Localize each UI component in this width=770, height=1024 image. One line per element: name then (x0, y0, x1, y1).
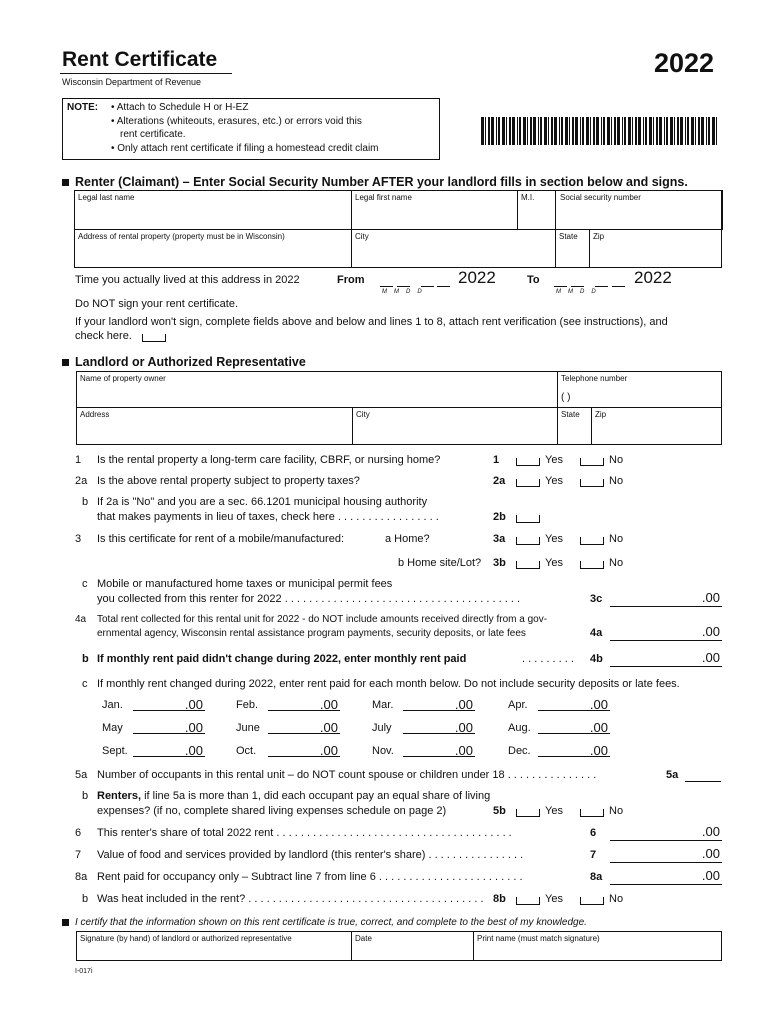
tax-year: 2022 (654, 48, 715, 78)
telephone-field[interactable]: Telephone number (561, 374, 628, 383)
month-label: Oct. (236, 745, 257, 757)
title-underline (60, 73, 232, 74)
line-6-number: 6 (75, 827, 82, 839)
line-4a-amount[interactable]: .00 (610, 624, 722, 641)
line-8b-yes-checkbox[interactable] (516, 897, 540, 905)
line-5b-number: b (82, 790, 89, 802)
landlord-address-field[interactable]: Address (80, 410, 110, 419)
no-label: No (609, 557, 624, 569)
line-5a-occupants[interactable] (685, 768, 721, 782)
state-field[interactable]: State (559, 232, 578, 241)
landlord-state-field[interactable]: State (561, 410, 580, 419)
no-label: No (609, 805, 624, 817)
from-label: From (337, 274, 365, 286)
to-label: To (527, 274, 540, 286)
address-field[interactable]: Address of rental property (property must be in Wisconsin) (78, 232, 285, 241)
form-id: I-017i (75, 968, 93, 975)
line-4b-amount[interactable]: .00 (610, 650, 722, 667)
yes-label: Yes (545, 805, 563, 817)
line-1-text: Is the rental property a long-term care facility, CBRF, or nursing home? (97, 454, 441, 466)
owner-name-field[interactable]: Name of property owner (80, 374, 166, 383)
line-3b-label: b Home site/Lot? (398, 557, 482, 569)
landlord-wont-sign-note: If your landlord won't sign, complete fields above and below and lines 1 to 8, attach rent verification (see instructions), and (75, 316, 668, 328)
line-7-ref: 7 (590, 849, 597, 861)
month-rent-input[interactable]: .00 (133, 720, 205, 734)
month-label: May (102, 722, 123, 734)
to-year: 2022 (634, 268, 672, 287)
line-3c-ref: 3c (590, 593, 603, 605)
month-rent-input[interactable]: .00 (403, 720, 475, 734)
line-2a-ref: 2a (493, 475, 506, 487)
note-line: rent certificate. (120, 129, 186, 140)
line-4a-ref: 4a (590, 627, 603, 639)
line-5a-number: 5a (75, 769, 88, 781)
month-rent-input[interactable]: .00 (538, 743, 610, 757)
month-rent-input[interactable]: .00 (268, 697, 340, 711)
line-3b-no-checkbox[interactable] (580, 561, 604, 569)
month-rent-input[interactable]: .00 (538, 697, 610, 711)
month-rent-input[interactable]: .00 (403, 743, 475, 757)
landlord-zip-field[interactable]: Zip (595, 410, 607, 419)
ssn-field[interactable]: Social security number (560, 193, 641, 202)
yes-label: Yes (545, 557, 563, 569)
yes-label: Yes (545, 533, 563, 545)
line-5a-text: Number of occupants in this rental unit – do NOT count spouse or children under 18 . . . . . . . . . . . . . . . (97, 769, 597, 781)
month-label: June (236, 722, 260, 734)
time-lived-label: Time you actually lived at this address in 2022 (75, 274, 300, 286)
check-here-label: check here. (75, 330, 132, 342)
line-8a-number: 8a (75, 871, 88, 883)
month-rent-input[interactable]: .00 (268, 720, 340, 734)
month-rent-input[interactable]: .00 (268, 743, 340, 757)
line-8a-ref: 8a (590, 871, 603, 883)
line-6-ref: 6 (590, 827, 597, 839)
line-1-yes-checkbox[interactable] (516, 458, 540, 466)
landlord-city-field[interactable]: City (356, 410, 370, 419)
to-mmdd-hint: MMDD (556, 289, 603, 295)
line-3b-ref: 3b (493, 557, 506, 569)
from-mmdd-hint: MMDD (382, 289, 429, 295)
month-label: Aug. (508, 722, 531, 734)
line-2a-text: Is the above rental property subject to property taxes? (97, 475, 360, 487)
renter-info-grid (74, 190, 722, 268)
first-name-field[interactable]: Legal first name (355, 193, 412, 202)
line-2a-number: 2a (75, 475, 88, 487)
note-box (62, 98, 440, 160)
do-not-sign-note: Do NOT sign your rent certificate. (75, 298, 239, 310)
no-label: No (609, 475, 624, 487)
line-8b-no-checkbox[interactable] (580, 897, 604, 905)
department-name: Wisconsin Department of Revenue (62, 77, 202, 87)
month-rent-input[interactable]: .00 (133, 743, 205, 757)
month-label: Mar. (372, 699, 394, 711)
month-rent-input[interactable]: .00 (403, 697, 475, 711)
line-5a-ref: 5a (666, 769, 679, 781)
line-4b-text: If monthly rent paid didn't change during 2022, enter monthly rent paid (97, 653, 467, 665)
line-3a-yes-checkbox[interactable] (516, 537, 540, 545)
line-5b-text-cont: expenses? (if no, complete shared living expenses schedule on page 2) (97, 805, 447, 817)
month-rent-input[interactable]: .00 (133, 697, 205, 711)
line-4b-dots: . . . . . . . . . (522, 653, 574, 665)
last-name-field[interactable]: Legal last name (78, 193, 135, 202)
line-3c-amount[interactable]: .00 (610, 590, 722, 607)
line-4a-text: Total rent collected for this rental unit for 2022 - do NOT include amounts received directly from a gov- (97, 614, 548, 625)
line-3-number: 3 (75, 533, 82, 545)
line-2a-yes-checkbox[interactable] (516, 479, 540, 487)
yes-label: Yes (545, 454, 563, 466)
line-2b-ref: 2b (493, 511, 506, 523)
phone-parens: ( ) (561, 392, 571, 403)
line-3c-text-cont: you collected from this renter for 2022 . . . . . . . . . . . . . . . . . . . . . . . . . . . . . . . . . . . . . . . (97, 593, 521, 605)
line-5b-no-checkbox[interactable] (580, 809, 604, 817)
yes-label: Yes (545, 893, 563, 905)
line-8b-text: Was heat included in the rent? . . . . . . . . . . . . . . . . . . . . . . . . . . . . . . . . . . . . . . . (97, 893, 484, 905)
line-8b-ref: 8b (493, 893, 506, 905)
date-field[interactable]: Date (355, 934, 372, 943)
month-rent-input[interactable]: .00 (538, 720, 610, 734)
month-label: Dec. (508, 745, 531, 757)
note-line: • Attach to Schedule H or H-EZ (111, 102, 249, 113)
no-label: No (609, 533, 624, 545)
no-label: No (609, 454, 624, 466)
line-1-number: 1 (75, 454, 82, 466)
line-4c-text: If monthly rent changed during 2022, enter rent paid for each month below. Do not include security deposits or late fees. (97, 678, 680, 690)
yes-label: Yes (545, 475, 563, 487)
city-field[interactable]: City (355, 232, 369, 241)
landlord-wont-sign-checkbox[interactable] (142, 334, 166, 342)
line-4a-text-cont: ernmental agency, Wisconsin rental assistance program payments, security deposits, or late fees (97, 628, 526, 639)
no-label: No (609, 893, 624, 905)
line-3a-label: a Home? (385, 533, 430, 545)
line-5b-yes-checkbox[interactable] (516, 809, 540, 817)
line-3-text: Is this certificate for rent of a mobile/manufactured: (97, 533, 345, 545)
line-4b-ref: 4b (590, 653, 603, 665)
month-label: Apr. (508, 699, 528, 711)
month-label: Jan. (102, 699, 123, 711)
line-6-amount[interactable]: .00 (610, 824, 722, 841)
line-2a-no-checkbox[interactable] (580, 479, 604, 487)
month-label: Feb. (236, 699, 259, 711)
barcode-image (481, 117, 719, 145)
landlord-info-grid (76, 371, 722, 445)
line-7-text: Value of food and services provided by landlord (this renter's share) . . . . . . . . . . . . . . . . (97, 849, 524, 861)
month-label: July (372, 722, 392, 734)
zip-field[interactable]: Zip (593, 232, 605, 241)
line-8b-number: b (82, 893, 89, 905)
line-3b-yes-checkbox[interactable] (516, 561, 540, 569)
certification-statement: I certify that the information shown on this rent certificate is true, correct, and complete to the best of my knowledge. (62, 917, 587, 928)
month-label: Nov. (372, 745, 394, 757)
form-title: Rent Certificate (62, 48, 218, 71)
line-1-no-checkbox[interactable] (580, 458, 604, 466)
mi-field[interactable]: M.I. (521, 193, 535, 202)
note-line: • Alterations (whiteouts, erasures, etc.) or errors void this (111, 116, 362, 127)
note-line: • Only attach rent certificate if filing a homestead credit claim (111, 143, 379, 154)
line-2b-text: If 2a is "No" and you are a sec. 66.1201 municipal housing authority (97, 496, 428, 508)
line-3a-ref: 3a (493, 533, 506, 545)
signature-field[interactable]: Signature (by hand) of landlord or authorized representative (80, 934, 292, 943)
line-6-text: This renter's share of total 2022 rent . . . . . . . . . . . . . . . . . . . . . . . . . . . . . . . . . . . . . . . (97, 827, 512, 839)
landlord-section-heading: Landlord or Authorized Representative (62, 355, 306, 369)
line-2b-checkbox[interactable] (516, 515, 540, 523)
line-4b-number: b (82, 653, 89, 665)
line-3c-number: c (82, 578, 88, 590)
line-4c-number: c (82, 678, 88, 690)
line-2b-text-cont: that makes payments in lieu of taxes, check here . . . . . . . . . . . . . . . . . (97, 511, 439, 523)
line-2b-number: b (82, 496, 89, 508)
from-year: 2022 (458, 268, 496, 287)
line-4a-number: 4a (75, 614, 87, 625)
line-8a-amount[interactable]: .00 (610, 868, 722, 885)
line-3c-text: Mobile or manufactured home taxes or municipal permit fees (97, 578, 393, 590)
renter-section-heading: Renter (Claimant) – Enter Social Security Number AFTER your landlord fills in section below and signs. (62, 175, 688, 189)
note-label: NOTE: (67, 102, 99, 113)
line-7-amount[interactable]: .00 (610, 846, 722, 863)
line-1-ref: 1 (493, 454, 500, 466)
line-7-number: 7 (75, 849, 82, 861)
line-8a-text: Rent paid for occupancy only – Subtract line 7 from line 6 . . . . . . . . . . . . . . . . . . . . . . . . (97, 871, 523, 883)
signature-grid (76, 931, 722, 961)
line-5b-text: Renters, if line 5a is more than 1, did each occupant pay an equal share of living (97, 790, 491, 802)
line-5b-ref: 5b (493, 805, 506, 817)
print-name-field[interactable]: Print name (must match signature) (477, 934, 600, 943)
month-label: Sept. (102, 745, 128, 757)
line-3a-no-checkbox[interactable] (580, 537, 604, 545)
